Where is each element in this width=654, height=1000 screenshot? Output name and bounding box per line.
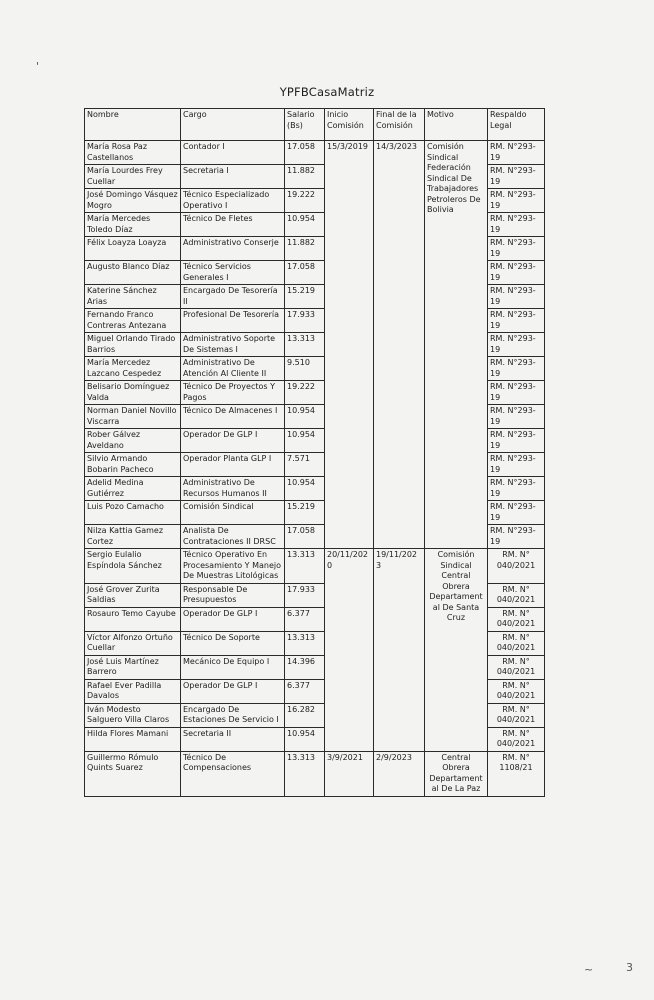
cell-respaldo: RM. N°293-19 [488,501,545,525]
cell-salario: 10.954 [285,727,325,751]
cell-nombre: Víctor Alfonzo Ortuño Cuellar [85,631,181,655]
cell-cargo: Técnico De Almacenes I [181,405,285,429]
cell-nombre: José Luis Martínez Barrero [85,655,181,679]
cell-nombre: Augusto Blanco Díaz [85,261,181,285]
cell-nombre: Iván Modesto Salguero Villa Claros [85,703,181,727]
cell-respaldo: RM. N°293-19 [488,477,545,501]
cell-respaldo: RM. N°293-19 [488,381,545,405]
cell-respaldo: RM. N°293-19 [488,453,545,477]
cell-respaldo: RM. N°293-19 [488,309,545,333]
cell-inicio: 20/11/2020 [325,549,374,752]
header-salario: Salario (Bs) [285,109,325,141]
cell-salario: 9.510 [285,357,325,381]
cell-cargo: Operador De GLP I [181,607,285,631]
margin-mark-bottom-right-2: 3 [626,961,633,974]
cell-nombre: Belisario Domínguez Valda [85,381,181,405]
cell-salario: 6.377 [285,679,325,703]
cell-respaldo: RM. N°293-19 [488,525,545,549]
cell-salario: 17.058 [285,525,325,549]
cell-nombre: Katerine Sánchez Arias [85,285,181,309]
cell-salario: 10.954 [285,477,325,501]
cell-cargo: Técnico De Proyectos Y Pagos [181,381,285,405]
cell-nombre: José Domingo Vásquez Mogro [85,189,181,213]
cell-salario: 19.222 [285,381,325,405]
cell-cargo: Secretaria I [181,165,285,189]
cell-nombre: Rober Gálvez Aveldano [85,429,181,453]
cell-respaldo: RM. N°293-19 [488,213,545,237]
header-cargo: Cargo [181,109,285,141]
cell-salario: 19.222 [285,189,325,213]
cell-respaldo: RM. N° 040/2021 [488,583,545,607]
cell-respaldo: RM. N°293-19 [488,429,545,453]
cell-salario: 15.219 [285,501,325,525]
cell-motivo: Central Obrera Departamental De La Paz [425,751,488,796]
cell-nombre: Félix Loayza Loayza [85,237,181,261]
cell-respaldo: RM. N° 1108/21 [488,751,545,796]
cell-nombre: María Rosa Paz Castellanos [85,141,181,165]
cell-nombre: Silvio Armando Bobarin Pacheco [85,453,181,477]
cell-final: 14/3/2023 [374,141,425,549]
cell-cargo: Técnico De Compensaciones [181,751,285,796]
header-inicio: Inicio Comisión [325,109,374,141]
cell-salario: 6.377 [285,607,325,631]
header-nombre: Nombre [85,109,181,141]
cell-cargo: Operador De GLP I [181,679,285,703]
cell-nombre: Rafael Ever Padilla Davalos [85,679,181,703]
table-row [85,141,545,165]
cell-cargo: Operador Planta GLP I [181,453,285,477]
cell-cargo: Encargado De Estaciones De Servicio I [181,703,285,727]
cell-cargo: Técnico Servicios Generales I [181,261,285,285]
cell-respaldo: RM. N°293-19 [488,237,545,261]
cell-respaldo: RM. N° 040/2021 [488,549,545,584]
cell-final: 19/11/2023 [374,549,425,752]
cell-cargo: Administrativo De Atención Al Cliente II [181,357,285,381]
cell-salario: 10.954 [285,429,325,453]
cell-respaldo: RM. N°293-19 [488,189,545,213]
cell-nombre: Nilza Kattia Gamez Cortez [85,525,181,549]
cell-cargo: Analista De Contrataciones II DRSC [181,525,285,549]
cell-cargo: Administrativo Soporte De Sistemas I [181,333,285,357]
cell-nombre: Sergio Eulalio Espíndola Sánchez [85,549,181,584]
header-motivo: Motivo [425,109,488,141]
cell-inicio: 15/3/2019 [325,141,374,549]
cell-nombre: Hilda Flores Mamani [85,727,181,751]
cell-cargo: Secretaria II [181,727,285,751]
header-respaldo: Respaldo Legal [488,109,545,141]
cell-salario: 11.882 [285,165,325,189]
cell-nombre: Rosauro Temo Cayube [85,607,181,631]
cell-cargo: Profesional De Tesorería [181,309,285,333]
cell-salario: 7.571 [285,453,325,477]
cell-cargo: Técnico Especializado Operativo I [181,189,285,213]
cell-motivo: Comisión Sindical Central Obrera Departamental De Santa Cruz [425,549,488,752]
cell-respaldo: RM. N° 040/2021 [488,607,545,631]
cell-cargo: Técnico De Fletes [181,213,285,237]
table-header-row [85,109,545,141]
cell-salario: 13.313 [285,631,325,655]
cell-salario: 11.882 [285,237,325,261]
table-row [85,549,545,584]
cell-respaldo: RM. N°293-19 [488,357,545,381]
cell-nombre: Fernando Franco Contreras Antezana [85,309,181,333]
cell-cargo: Técnico Operativo En Procesamiento Y Manejo De Muestras Litológicas [181,549,285,584]
table-row [85,751,545,796]
cell-nombre: María Mercedez Lazcano Cespedez [85,357,181,381]
cell-nombre: Miguel Orlando Tirado Barrios [85,333,181,357]
cell-respaldo: RM. N°293-19 [488,165,545,189]
cell-salario: 17.058 [285,261,325,285]
header-final: Final de la Comisión [374,109,425,141]
cell-respaldo: RM. N° 040/2021 [488,631,545,655]
cell-cargo: Mecánico De Equipo I [181,655,285,679]
cell-respaldo: RM. N° 040/2021 [488,679,545,703]
cell-respaldo: RM. N°293-19 [488,285,545,309]
cell-salario: 13.313 [285,333,325,357]
cell-salario: 13.313 [285,751,325,796]
cell-nombre: Norman Daniel Novillo Viscarra [85,405,181,429]
cell-cargo: Técnico De Soporte [181,631,285,655]
cell-respaldo: RM. N° 040/2021 [488,655,545,679]
cell-nombre: María Mercedes Toledo Díaz [85,213,181,237]
cell-salario: 14.396 [285,655,325,679]
cell-salario: 13.313 [285,549,325,584]
page-title: YPFBCasaMatriz [279,85,375,99]
cell-cargo: Encargado De Tesorería II [181,285,285,309]
cell-cargo: Responsable De Presupuestos [181,583,285,607]
cell-cargo: Contador I [181,141,285,165]
cell-nombre: Guillermo Rómulo Quints Suarez [85,751,181,796]
cell-respaldo: RM. N°293-19 [488,333,545,357]
margin-mark-bottom-right-1: ~ [584,963,594,976]
cell-motivo: Comisión Sindical Federación Sindical De Trabajadores Petroleros De Bolivia [425,141,488,549]
cell-respaldo: RM. N°293-19 [488,405,545,429]
commission-table [84,108,545,797]
cell-cargo: Operador De GLP I [181,429,285,453]
cell-salario: 15.219 [285,285,325,309]
cell-respaldo: RM. N° 040/2021 [488,703,545,727]
cell-respaldo: RM. N°293-19 [488,261,545,285]
cell-salario: 16.282 [285,703,325,727]
cell-cargo: Administrativo De Recursos Humanos II [181,477,285,501]
cell-final: 2/9/2023 [374,751,425,796]
cell-inicio: 3/9/2021 [325,751,374,796]
margin-mark-top-left: ' [36,60,40,73]
cell-cargo: Comisión Sindical [181,501,285,525]
cell-salario: 10.954 [285,213,325,237]
cell-nombre: Adelid Medina Gutiérrez [85,477,181,501]
cell-respaldo: RM. N°293-19 [488,141,545,165]
cell-cargo: Administrativo Conserje [181,237,285,261]
cell-nombre: José Grover Zurita Saldias [85,583,181,607]
cell-nombre: Luis Pozo Camacho [85,501,181,525]
cell-salario: 10.954 [285,405,325,429]
cell-salario: 17.058 [285,141,325,165]
cell-nombre: María Lourdes Frey Cuellar [85,165,181,189]
cell-salario: 17.933 [285,583,325,607]
cell-salario: 17.933 [285,309,325,333]
cell-respaldo: RM. N° 040/2021 [488,727,545,751]
